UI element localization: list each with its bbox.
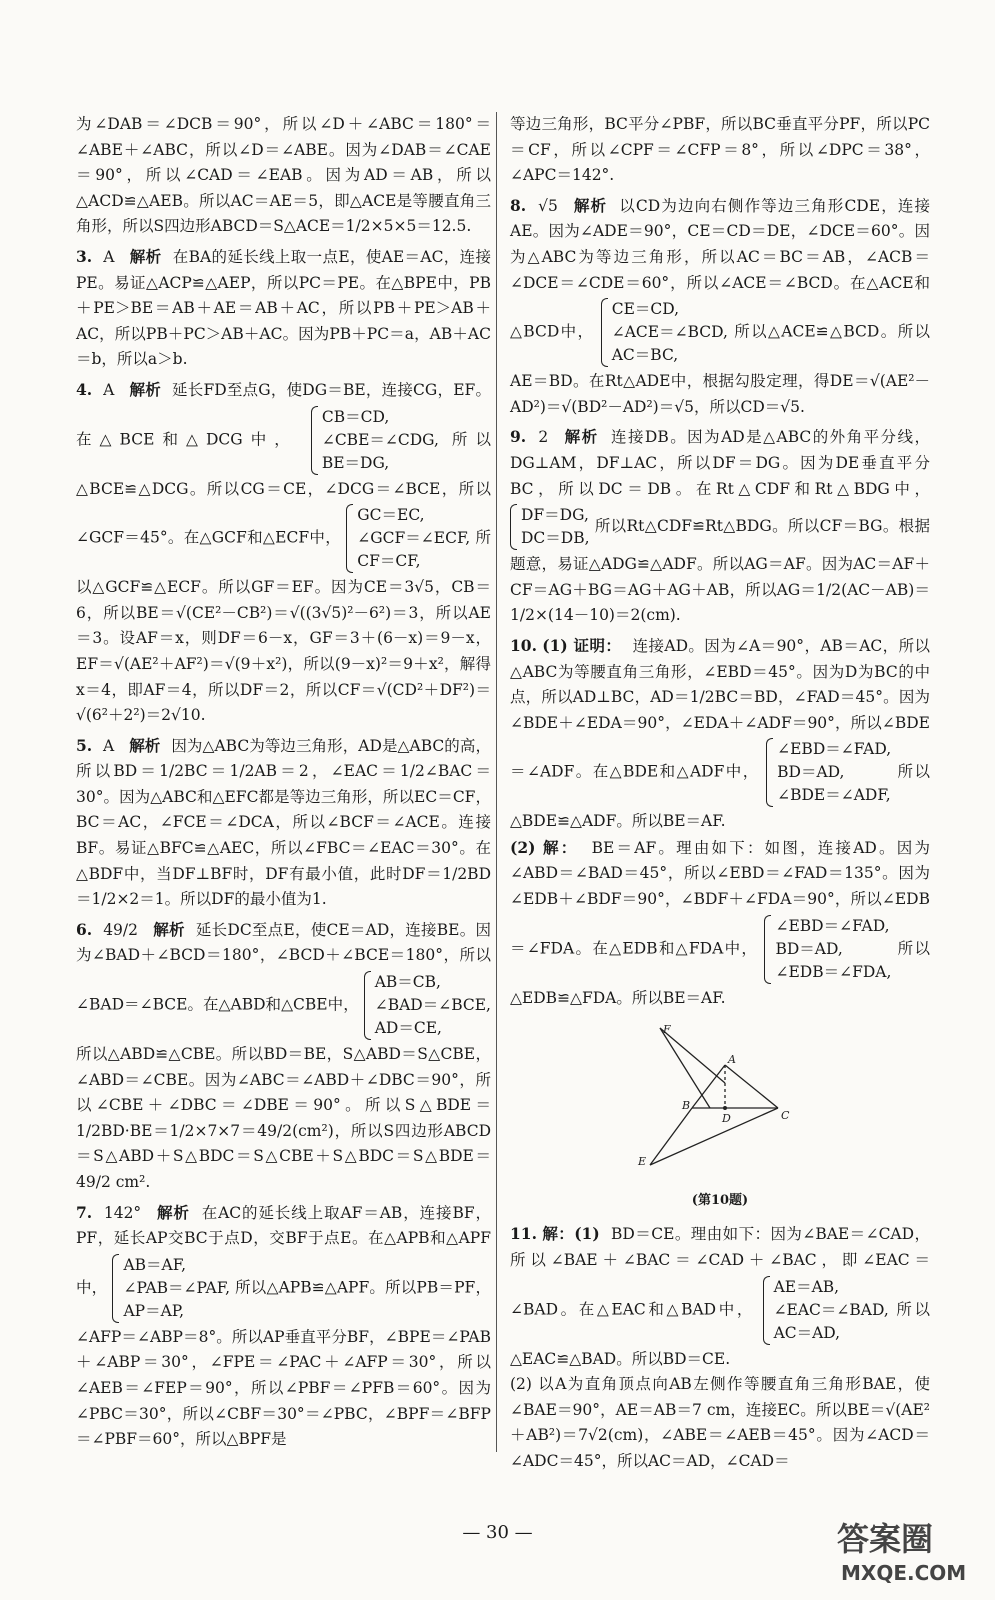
condition-brace	[764, 915, 891, 984]
answer: A	[103, 736, 115, 755]
condition-line: AC＝BC,	[611, 346, 679, 365]
analysis-tag: 解析	[573, 195, 608, 215]
label-e: E	[638, 1155, 647, 1169]
analysis-tag: 解析	[129, 246, 162, 266]
condition-line: ∠BAD＝∠BCE,	[374, 996, 491, 1015]
condition-line: AE＝AB,	[773, 1277, 840, 1296]
left-column	[76, 112, 491, 1457]
watermark-title: 答案圈	[837, 1520, 934, 1558]
solution-text: 所以△ABD≌△CBE。所以BD＝BE，S△ABD＝S△CBE，∠ABD＝∠CBE。因为∠ABC＝∠ABD＋∠DBC＝90°，所以∠CBE＋∠DBC＝∠DBE＝90°。所以S△BDE＝1/2BD·BE＝1/2×7×7＝49/2(cm²)，所以S四边形ABCD＝S△ABD＋S△BDC＝S△CBE＋S△BDC＝S△BDE＝49/2 cm².	[76, 1045, 491, 1191]
condition-line: ∠ACE＝∠BCD,	[611, 323, 728, 342]
solution-text: (2) 以A为直角顶点向AB左侧作等腰直角三角形BAE，使∠BAE＝90°，AE＝AB＝7 cm，连接EC。所以BE＝√(AE²＋AB²)＝7√2(cm)，∠ABE＝∠AEB＝45°。因为∠ACD＝∠ADC＝45°，所以AC＝AD，∠CAD＝	[510, 1375, 930, 1470]
condition-brace	[763, 1276, 889, 1345]
solution-text: 在AC的延长线上取AF＝AB，连接BF，PF，延长AP交BC于点D，交BF于点E。在△APB和△APF中，	[76, 1203, 491, 1297]
analysis-tag: 解析	[129, 735, 161, 755]
solution-text: 延长DC至点E，使CE＝AD，连接BE。因为∠BAD＋∠BCD＝180°，∠BCD＋∠BCE＝180°，所以∠BAD＝∠BCE。在△ABD和△CBE中，	[76, 920, 491, 1014]
solution-text: 连接DB。因为AD是△ABC的外角平分线，DG⊥AM，DF⊥AC，所以DF＝DG。因为DE垂直平分BC，所以DC＝DB。在Rt△CDF和Rt△BDG中，	[510, 428, 930, 498]
solution-text: 所以△BDE≌△ADF。所以BE＝AF.	[510, 762, 930, 831]
solution-text: 以CD为边向右侧作等边三角形CDE，连接AE。因为∠ADE＝90°，CE＝CD＝DE，∠DCE＝60°。因为△ABC为等边三角形，所以AC＝BC＝AB，∠ACB＝∠DCE＝∠CDE＝60°，所以∠ACE＝∠BCD。在△ACE和△BCD中，	[510, 196, 930, 341]
analysis-tag: 解析	[157, 1202, 190, 1222]
question-number: 7.	[76, 1202, 93, 1222]
answer: A	[103, 380, 115, 399]
analysis-tag: 解析	[129, 379, 161, 399]
solution-text: 连接AD。因为∠A＝90°，AB＝AC，所以△ABC为等腰直角三角形，∠EBD＝45°。因为D为BC的中点，所以AD⊥BC，AD＝1/2BC＝BD，∠FAD＝45°。因为∠BDE＋∠EDA＝90°，∠EDA＋∠ADF＝90°，所以∠BDE＝∠ADF。在△BDE和△ADF中，	[510, 636, 930, 781]
question-10	[510, 633, 930, 1214]
question-6	[76, 917, 491, 1196]
answer: √5	[538, 196, 558, 215]
solution-text: BD＝CE。理由如下：因为∠BAE＝∠CAD，所以∠BAE＋∠BAC＝∠CAD＋∠BAC，即∠EAC＝∠BAD。在△EAC和△BAD中，	[510, 1225, 930, 1319]
solution-text: 所以△ACE≌△BCD。所以AE＝BD。在Rt△ADE中，根据勾股定理，得DE＝√(AE²－AD²)＝√(BD²－AD²)＝√5，所以CD＝√5.	[510, 322, 930, 416]
solution-tag: (2) 解：	[510, 837, 579, 857]
condition-line: ∠EDB＝∠FDA,	[775, 962, 892, 981]
question-number: 4.	[76, 379, 93, 399]
condition-brace	[510, 504, 590, 550]
proof-tag: (1) 证明：	[542, 635, 622, 655]
intro-paragraph: 为∠DAB＝∠DCB＝90°，所以∠D＋∠ABC＝180°＝∠ABE＋∠ABC，所以∠D＝∠ABE。因为∠DAB＝∠CAE＝90°，所以∠CAD＝∠EAB。因为AD＝AB，所以△ACD≌△AEB。所以AC＝AE＝5，即△ACE是等腰直角三角形，所以S四边形ABCD＝S△ACE＝1/2×5×5＝12.5.	[76, 115, 491, 236]
condition-line: DC＝DB,	[521, 529, 590, 548]
condition-brace	[364, 971, 491, 1040]
solution-text: 在BA的延长线上取一点E，使AE＝AC，连接PE。易证△ACP≌△AEP，所以PC＝PE。在△BPE中，PB＋PE＞BE＝AB＋AE＝AB＋AC，所以PB＋PE＞AB＋AC，所以PB＋PC＞AB＋AC。因为PB＋PC＝a，AB＋AC＝b，所以a＞b.	[76, 247, 491, 369]
column-divider	[496, 112, 497, 1452]
label-c: C	[781, 1109, 790, 1123]
condition-line: AB＝AF,	[123, 1255, 187, 1274]
condition-line: DF＝DG,	[521, 506, 589, 525]
solution-text: 所以△EAC≌△BAD。所以BD＝CE.	[510, 1300, 930, 1368]
question-5	[76, 733, 491, 913]
solution-text: 所以Rt△CDF≌Rt△BDG。所以CF＝BG。根据题意，易证△ADG≌△ADF。所以AG＝AF。因为AC＝AF＋CF＝AG＋BG＝AG＋AG＋AB，所以AG＝1/2(AC－AB)＝1/2×(14－10)＝2(cm).	[510, 517, 930, 625]
question-number: 5.	[76, 735, 93, 755]
question-8	[510, 193, 930, 421]
condition-line: ∠CBE＝∠CDG,	[321, 430, 439, 449]
watermark-logo	[827, 1510, 977, 1590]
question-number: 11.	[510, 1224, 537, 1244]
condition-line: ∠GCF＝∠ECF,	[357, 529, 471, 548]
condition-line: ∠EAC＝∠BAD,	[773, 1300, 889, 1319]
solution-text: 所以△GCF≌△ECF。所以GF＝EF。因为CE＝3√5，CB＝6，所以BE＝√(CE²－CB²)＝√((3√5)²－6²)＝3，所以AE＝3。设AF＝x，则DF＝6－x，GF＝3＋(6－x)＝9－x，EF＝√(AE²＋AF²)＝√(9＋x²)，所以(9－x)²＝9＋x²，解得x＝4，即AF＝4，所以DF＝2，所以CF＝√(CD²＋DF²)＝√(6²＋2²)＝2√10.	[76, 528, 491, 725]
condition-line: GC＝EC,	[357, 506, 425, 525]
condition-line: ∠BDE＝∠ADF,	[777, 786, 891, 805]
label-f: F	[663, 1023, 671, 1037]
condition-brace	[311, 406, 439, 475]
question-number: 9.	[510, 427, 527, 447]
solution-text: 因为△ABC为等边三角形，AD是△ABC的高，所以BD＝1/2BC＝1/2AB＝2，∠EAC＝1/2∠BAC＝30°。因为△ABC和△EFC都是等边三角形，所以EC＝CF，BC＝AC，∠FCE＝∠DCA，所以∠BCF＝∠ACE。连接BF。易证△BFC≌△AEC，所以∠FBC＝∠EAC＝30°。在△BDF中，当DF⊥BF时，DF有最小值，此时DF＝1/2BD＝1/2×2＝1。所以DF的最小值为1.	[76, 736, 491, 909]
condition-line: ∠EBD＝∠FAD,	[777, 740, 892, 759]
answer: 142°	[103, 1203, 142, 1222]
condition-line: AC＝AD,	[773, 1323, 841, 1342]
analysis-tag: 解析	[564, 427, 599, 447]
condition-line: AB＝CB,	[374, 973, 441, 992]
question-number: 6.	[76, 919, 93, 939]
condition-brace	[112, 1254, 230, 1323]
question-7	[76, 1200, 491, 1453]
condition-line: CE＝CD,	[611, 300, 680, 319]
condition-brace	[346, 504, 470, 573]
triangle-diagram	[630, 1023, 800, 1173]
question-number: 8.	[510, 195, 527, 215]
condition-line: AP＝AP,	[123, 1301, 185, 1320]
q7-continuation: 等边三角形，BC平分∠PBF，所以BC垂直平分PF，所以PC＝CF，所以∠CPF＝∠CFP＝8°，所以∠DPC＝38°，∠APC＝142°.	[510, 115, 930, 185]
solution-text: 所以△EDB≌△FDA。所以BE＝AF.	[510, 939, 930, 1007]
solution-text: 延长FD至点G，使DG＝BE，连接CG，EF。在△BCE和△DCG中，	[76, 380, 491, 449]
answer: 49/2	[103, 920, 138, 939]
label-a: A	[728, 1053, 736, 1067]
question-4	[76, 377, 491, 729]
solution-text: 所以△APB≌△APF。所以PB＝PF，∠AFP＝∠ABP＝8°。所以AP垂直平分BF，∠BPE＝∠PAB＋∠ABP＝30°，∠FPE＝∠PAC＋∠AFP＝30°，所以∠AEB＝∠FEP＝90°，所以∠PBF＝∠PFB＝60°。因为∠PBC＝30°，所以∠CBF＝30°＝∠PBC，∠BPF＝∠BFP＝∠PBF＝60°，所以△BPF是	[76, 1278, 491, 1449]
question-number: 10.	[510, 635, 537, 655]
condition-line: BD＝AD,	[775, 939, 843, 958]
solution-tag: 解：(1)	[542, 1224, 600, 1244]
label-d: D	[722, 1112, 731, 1126]
solution-text: BE＝AF。理由如下：如图，连接AD。因为∠ABD＝∠BAD＝45°，所以∠EBD＝∠FAD＝135°。因为∠EDB＋∠BDF＝90°，∠BDF＋∠FDA＝90°，所以∠EDB＝∠FDA。在△EDB和△FDA中，	[510, 838, 930, 958]
page-number: — 30 —	[462, 1522, 533, 1543]
question-3	[76, 244, 491, 373]
condition-brace	[766, 738, 891, 807]
condition-line: ∠EBD＝∠FAD,	[775, 916, 890, 935]
geometry-figure	[630, 1023, 800, 1182]
condition-line: AD＝CE,	[374, 1019, 442, 1038]
solution-text: 所以△BCE≌△DCG。所以CG＝CE，∠DCG＝∠BCE，所以∠GCF＝45°。在△GCF和△ECF中，	[76, 430, 491, 547]
condition-line: BE＝DG,	[321, 453, 390, 472]
condition-brace	[601, 298, 728, 367]
condition-line: ∠PAB＝∠PAF,	[123, 1278, 231, 1297]
condition-line: BD＝AD,	[777, 763, 845, 782]
answer: 2	[538, 428, 549, 447]
label-b: B	[682, 1099, 691, 1113]
condition-line: CF＝CF,	[357, 552, 421, 571]
right-column	[510, 112, 930, 1479]
figure-caption: (第10题)	[691, 1192, 749, 1208]
question-9	[510, 424, 930, 629]
condition-line: CB＝CD,	[321, 407, 390, 426]
question-11	[510, 1221, 930, 1474]
analysis-tag: 解析	[153, 919, 185, 939]
watermark-url: MXQE.COM	[841, 1561, 967, 1585]
question-number: 3.	[76, 246, 93, 266]
answer: A	[103, 247, 115, 266]
